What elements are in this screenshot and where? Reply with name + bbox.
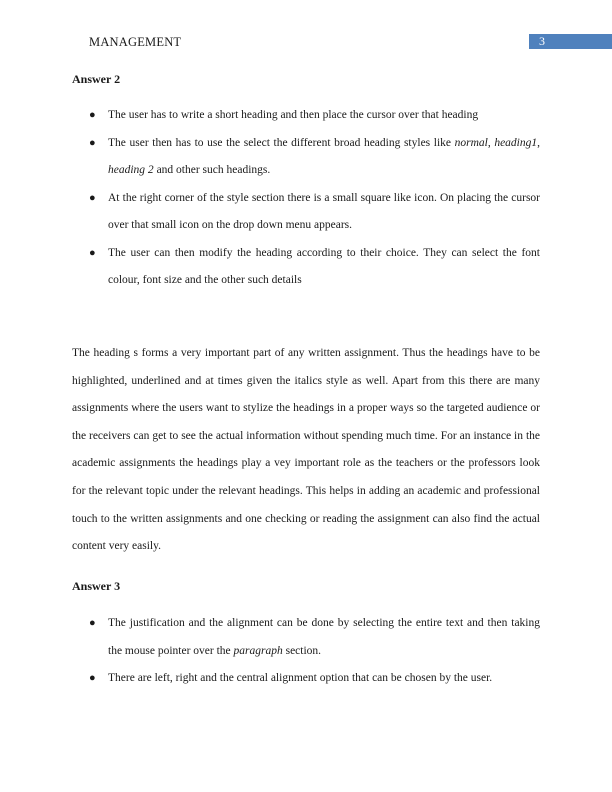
bullet-icon: ● (89, 136, 96, 149)
answer-2-bullet-list (72, 102, 540, 295)
list-item-text: , (487, 136, 495, 149)
answer-3-bullet-list (72, 610, 540, 693)
answer-3-heading: Answer 3 (72, 579, 121, 593)
list-item-text: , (537, 136, 541, 149)
list-item-text: At the right corner of the style section there is a small square like icon. On placing the cursor over that small icon on the drop down menu appears. (108, 191, 540, 231)
list-item-text: The user has to write a short heading and then place the cursor over that heading (108, 109, 479, 121)
list-item-text: The justification and the alignment can be done by selecting the entire text and then taking the mouse pointer over the (108, 617, 540, 657)
list-item (72, 130, 540, 185)
answer-2-heading: Answer 2 (72, 72, 121, 86)
list-item-text: section. (282, 644, 322, 657)
italic-term: normal (454, 136, 488, 149)
list-item-text: The user can then modify the heading according to their choice. They can select the font colour, font size and the other such details (108, 246, 540, 286)
bullet-icon: ● (89, 191, 96, 204)
list-item-text: and other such headings. (153, 164, 271, 176)
bullet-icon: ● (89, 109, 96, 121)
italic-term: paragraph (233, 644, 283, 657)
list-item-text: The user then has to use the select the different broad heading styles like (108, 136, 455, 149)
italic-term: heading1 (494, 136, 538, 149)
bullet-icon: ● (89, 246, 96, 259)
list-item (72, 102, 540, 130)
page-number-badge: 3 (529, 34, 612, 49)
list-item (72, 240, 540, 295)
bullet-icon: ● (89, 617, 96, 629)
list-item (72, 610, 540, 665)
bullet-icon: ● (89, 672, 96, 684)
list-item (72, 185, 540, 240)
header-title: MANAGEMENT (89, 35, 182, 49)
italic-term: heading 2 (108, 164, 154, 176)
list-item-text: There are left, right and the central alignment option that can be chosen by the user. (108, 672, 493, 684)
list-item (72, 665, 540, 693)
body-paragraph: The heading s forms a very important part of any written assignment. Thus the headings have to be highlighted, underlined and at times given the italics style as well. Apart from this there are many assignments where the users want to stylize the headings in a proper ways so the targeted audience or the receivers can get to see the actual information without spending much time. For an instance in the academic assignments the headings play a vey important role as the teachers or the professors look for the relevant topic under the relevant headings. This helps in adding an academic and professional touch to the written assignments and one checking or reading the assignment can also find the actual content very easily. (72, 347, 540, 553)
